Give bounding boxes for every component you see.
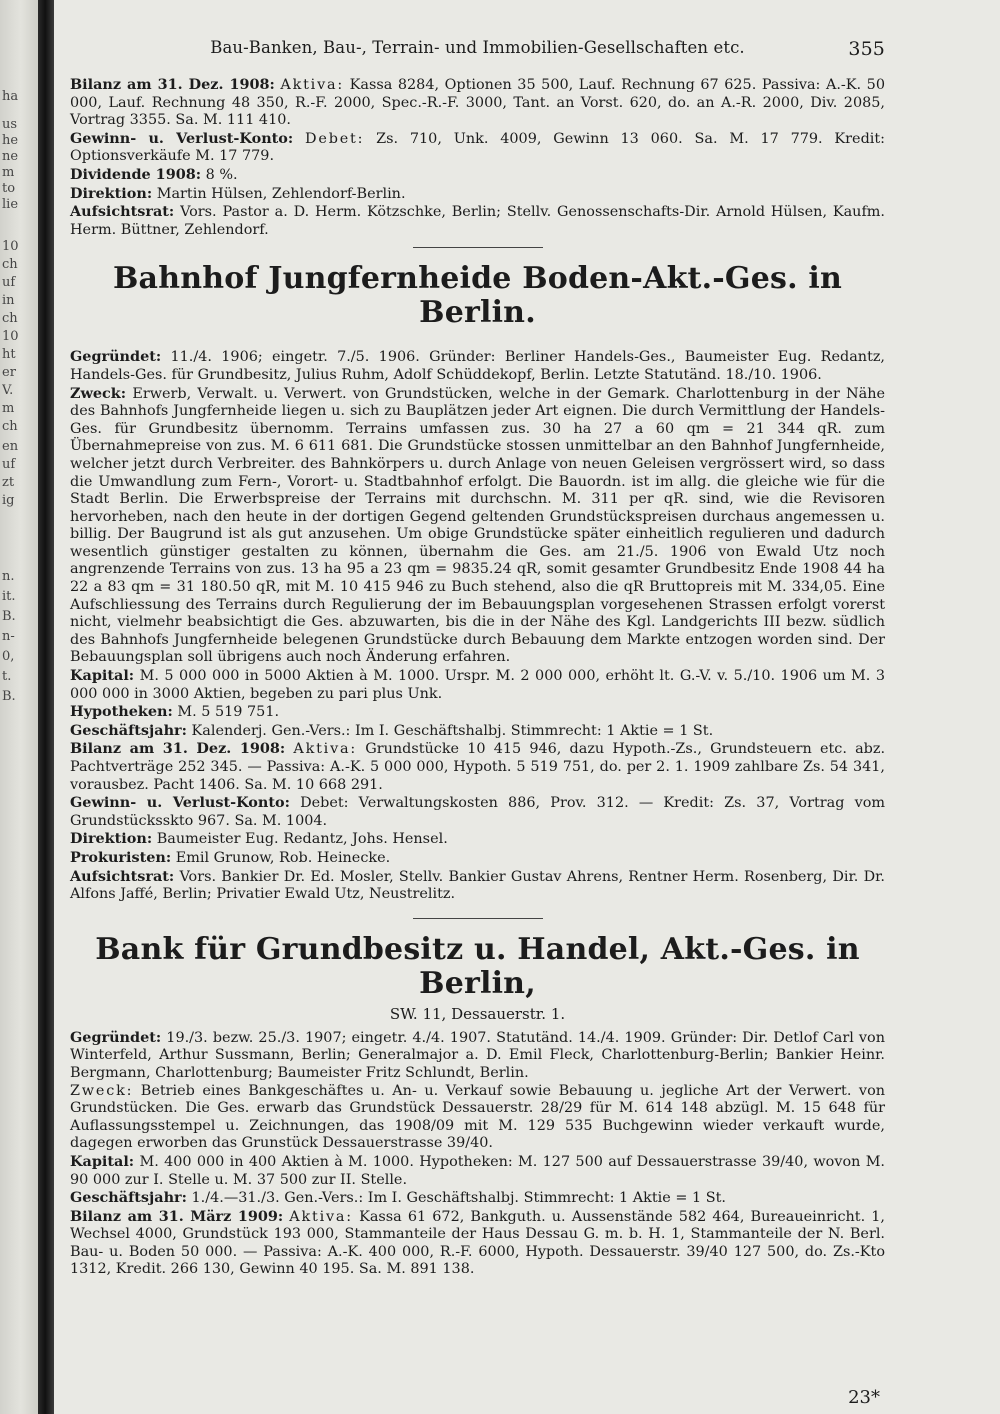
gutter-fragment: V. (2, 384, 14, 397)
entry-paragraph (70, 1189, 885, 1208)
gutter-fragment: 0, (2, 650, 15, 663)
gutter-fragment: er (2, 366, 16, 379)
spaced-keyword: Aktiva: (289, 1208, 353, 1225)
field-label: Geschäftsjahr: (70, 721, 187, 739)
company-address: SW. 11, Dessauerstr. 1. (389, 1004, 566, 1023)
field-label: Zweck: (70, 384, 127, 402)
entry-paragraph (70, 166, 885, 185)
field-label: Bilanz am 31. März 1909: (70, 1207, 284, 1225)
document-page (70, 38, 885, 1398)
field-text: 19./3. bezw. 25./3. 1907; eingetr. 4./4. 1907. Statutänd. 14./4. 1909. Gründer: Dir. Detlof Carl von Winterfeld, Arthur Sussmann, Berlin; Generalmajor a. D. Emil Fleck, Charlottenburg-Berlin; Bankier Heinr. Bergmann, Charlottenburg; Baumeister Fritz Schlundt, Berlin. (70, 1029, 885, 1081)
entry-paragraph (70, 203, 885, 239)
entry-paragraph (70, 703, 885, 722)
spaced-keyword: Aktiva: (293, 741, 358, 758)
spaced-keyword: Debet: (305, 130, 365, 147)
entry-paragraph (70, 130, 885, 166)
gutter-fragment: to (2, 182, 16, 195)
field-text: Vors. Pastor a. D. Herm. Kötzschke, Berlin; Stellv. Genossenschafts-Dir. Arnold Hülsen, Kaufm. Herm. Büttner, Zehlendorf. (70, 204, 885, 238)
section-divider (413, 918, 543, 919)
gutter-fragment: m (2, 402, 15, 415)
entry-paragraph (70, 76, 885, 130)
entry-paragraph (70, 185, 885, 204)
gutter-fragment: n. (2, 570, 15, 583)
field-text: Zs. 710, Unk. 4009, Gewinn 13 060. Sa. M. 17 779. Kredit: Optionsverkäufe M. 17 779. (70, 130, 886, 165)
entry-paragraph (70, 794, 885, 830)
entry-paragraph (70, 849, 885, 868)
field-label: Geschäftsjahr: (70, 1189, 187, 1207)
sheet-signature: 23* (848, 1387, 880, 1408)
gutter-fragment: ne (2, 150, 19, 163)
gutter-fragment: t. (2, 670, 12, 683)
page-number: 355 (848, 38, 885, 60)
field-label: Aufsichtsrat: (70, 203, 175, 221)
field-text: Erwerb, Verwalt. u. Verwert. von Grundstücken, welche in der Gemark. Charlottenburg in der Nähe des Bahnhofs Jungfernheide liegen u. sich zu Bauplätzen jeder Art eignen. Die durch Vermittlung der Handels-Ges. für Grundbesitz übernomm. Terrains umfassen zus. 30 ha 27 a 60 qm = 21 344 qR. zum Übernahmepreise von zus. M. 6 611 681. Die Grundstücke stossen unmittelbar an den Bahnhof Jungfernheide, welcher jetzt durch Verbreiter. des Bahnkörpers u. durch Anlage von neuen Geleisen vergrössert wird, so dass die Umwandlung zum Fern-, Vorort- u. Stadtbahnhof erfolgt. Die Bauordn. ist im allg. die gleiche wie für die Stadt Berlin. Die Erwerbspreise der Terrains mit durchschn. M. 311 per qR. sind, wie die Revisoren hervorheben, nach den heute in der dortigen Gegend geltenden Grundstückspreisen durchaus angemessen u. billig. Der Baugrund ist als gut anzusehen. Um obige Grundstücke später einheitlich regulieren und dadurch wesentlich günstiger gestalten zu können, übernahm die Ges. am 21./5. 1906 von Ewald Utz noch angrenzende Terrains von zus. 13 ha 95 a 23 qm = 9835.24 qR, somit gesamter Grundbesitz Ende 1908 44 ha 22 a 83 qm = 31 180.50 qR, mit M. 10 415 946 zu Buch stehend, also die qR Bruttopreis mit M. 334,05. Eine Aufschliessung des Terrains durch Regulierung der im Bebauungsplan vorgesehenen Strassen erfolgt vorerst nicht, vielmehr beabsichtigt die Ges. abzuwarten, bis die in der Nähe des Kgl. Landgerichts III bezw. südlich des Bahnhofs Jungfernheide belegenen Grundstücke durch Bebauung dem Markte entzogen worden sind. Der Bebauungsplan soll übrigens auch noch Änderung erfahren. (70, 385, 885, 666)
entry-paragraph (70, 1208, 885, 1279)
gutter-fragment: uf (2, 458, 16, 471)
entry-paragraph (70, 1029, 885, 1083)
gutter-fragment: n- (2, 630, 15, 643)
field-text: Debet: Verwaltungskosten 886, Prov. 312. — Kredit: Zs. 37, Vortrag vom Grundstücksskto 967. Sa. M. 1004. (70, 795, 886, 829)
previous-company-entry (70, 76, 885, 239)
gutter-fragment: ch (2, 258, 18, 271)
field-text: Grundstücke 10 415 946, dazu Hypoth.-Zs., Grundsteuern etc. abz. Pachtverträge 252 345. — Passiva: A.-K. 5 000 000, Hypoth. 5 519 751, do. per 2. 1. 1909 zahlbare Zs. 54 341, vorausbez. Pacht 1406. Sa. M. 10 668 291. (70, 741, 886, 793)
gutter-fragment: ch (2, 420, 18, 433)
field-text: Emil Grunow, Rob. Heinecke. (175, 849, 391, 866)
field-text: Betrieb eines Bankgeschäftes u. An- u. Verkauf sowie Bebauung u. jegliche Art der Verwert. von Grundstücken. Die Ges. erwarb das Grundstück Dessauerstr. 28/29 für M. 614 148 abzügl. M. 15 648 für Auflassungsstempel u. Zeichnungen, das 1908/09 mit M. 129 535 Buchgewinn wieder verkauft wurde, dagegen erworben das Grunstück Dessauerstrasse 39/40. (70, 1082, 885, 1152)
gutter-fragment: he (2, 134, 19, 147)
entry-paragraph (70, 722, 885, 741)
field-text: M. 400 000 in 400 Aktien à M. 1000. Hypotheken: M. 127 500 auf Dessauerstrasse 39/40, wovon M. 90 000 zur I. Stelle u. M. 37 500 zur II. Stelle. (70, 1153, 885, 1188)
field-text: Vors. Bankier Dr. Ed. Mosler, Stellv. Bankier Gustav Ahrens, Rentner Herm. Rosenberg, Dir. Dr. Alfons Jaffé, Berlin; Privatier Ewald Utz, Neustrelitz. (70, 868, 885, 903)
spaced-keyword: Zweck: (70, 1082, 134, 1099)
company-title-jungfernheide: Bahnhof Jungfernheide Boden-Akt.-Ges. in Berlin. (113, 261, 842, 331)
spaced-keyword: Aktiva: (280, 77, 345, 93)
field-label: Aufsichtsrat: (70, 867, 175, 885)
field-text: Kalenderj. Gen.-Vers.: Im I. Geschäftshalbj. Stimmrecht: 1 Aktie = 1 St. (191, 722, 714, 739)
gutter-fragment: 10 (2, 330, 19, 343)
field-text: Kassa 8284, Optionen 35 500, Lauf. Rechnung 67 625. Passiva: A.-K. 50 000, Lauf. Rechnung 48 350, R.-F. 2000, Spec.-R.-F. 3000, Tant. an Vorst. 620, do. an A.-R. 2000, Div. 2085, Vortrag 3355. Sa. M. 111 410. (70, 77, 885, 129)
field-text: 11./4. 1906; eingetr. 7./5. 1906. Gründer: Berliner Handels-Ges., Baumeister Eug. Redantz, Handels-Ges. für Grundbesitz, Julius Ruhm, Adolf Schüddekopf, Berlin. Letzte Statutänd. 18./10. 1906. (70, 349, 886, 383)
gutter-fragment: ig (2, 494, 15, 507)
entry-paragraph (70, 740, 885, 794)
field-text: M. 5 000 000 in 5000 Aktien à M. 1000. Urspr. M. 2 000 000, erhöht lt. G.-V. v. 5./10. 1906 um M. 3 000 000 in 3000 Aktien, begeben zu pari plus Unk. (70, 668, 885, 702)
field-text: Kassa 61 672, Bankguth. u. Aussenstände 582 464, Bureaueinricht. 1, Wechsel 4000, Grundstück 193 000, Stammanteile der Haus Dessau G. m. b. H. 1, Stammanteile der N. Berl. Bau- u. Boden 50 000. — Passiva: A.-K. 400 000, R.-F. 6000, Hypoth. Dessauerstr. 39/40 127 500, do. Zs.-Kto 1312, Kredit. 266 130, Gewinn 40 195. Sa. M. 891 138. (70, 1208, 885, 1278)
entry-paragraph (70, 1083, 885, 1153)
field-text: 1./4.—31./3. Gen.-Vers.: Im I. Geschäftshalbj. Stimmrecht: 1 Aktie = 1 St. (191, 1190, 726, 1207)
field-label: Gewinn- u. Verlust-Konto: (70, 129, 294, 147)
gutter-fragment: in (2, 294, 15, 307)
field-label: Bilanz am 31. Dez. 1908: (70, 76, 275, 93)
entry-paragraph (70, 868, 885, 904)
gutter-fragment: uf (2, 276, 16, 289)
company-title-grundbesitz-handel: Bank für Grundbesitz u. Handel, Akt.-Ges. in Berlin, (95, 931, 860, 1001)
gutter-fragment: ha (2, 90, 19, 103)
gutter-fragment: B. (2, 690, 16, 703)
gutter-fragment: us (2, 118, 18, 131)
field-label: Gegründet: (70, 348, 162, 366)
field-label: Gewinn- u. Verlust-Konto: (70, 794, 290, 812)
gutter-fragment: lie (2, 198, 19, 211)
field-text: Baumeister Eug. Redantz, Johs. Hensel. (156, 831, 448, 848)
book-spine-shadow (38, 0, 54, 1414)
running-header-title: Bau-Banken, Bau-, Terrain- und Immobilien-Gesellschaften etc. (210, 38, 745, 57)
company-entry-jungfernheide (70, 348, 885, 903)
running-header (70, 38, 885, 66)
field-label: Dividende 1908: (70, 165, 202, 183)
gutter-fragment: 10 (2, 240, 19, 253)
entry-paragraph (70, 1153, 885, 1189)
gutter-fragment: ht (2, 348, 16, 361)
company-entry-grundbesitz-handel (70, 1029, 885, 1279)
gutter-fragment: en (2, 440, 19, 453)
adjacent-page-margin (0, 0, 38, 1414)
field-label: Prokuristen: (70, 848, 172, 866)
field-label: Bilanz am 31. Dez. 1908: (70, 740, 286, 758)
field-text: 8 %. (205, 166, 238, 183)
gutter-fragment: ch (2, 312, 18, 325)
field-text: M. 5 519 751. (177, 704, 280, 721)
entry-paragraph (70, 348, 885, 384)
entry-paragraph (70, 385, 885, 668)
gutter-fragment: m (2, 166, 15, 179)
field-label: Kapital: (70, 1152, 135, 1170)
gutter-fragment: zt (2, 476, 15, 489)
entry-paragraph (70, 667, 885, 703)
entry-paragraph (70, 830, 885, 849)
field-label: Hypotheken: (70, 703, 173, 721)
gutter-fragment: B. (2, 610, 16, 623)
field-label: Gegründet: (70, 1028, 162, 1046)
field-label: Kapital: (70, 667, 135, 685)
gutter-fragment: it. (2, 590, 16, 603)
field-label: Direktion: (70, 184, 153, 202)
field-label: Direktion: (70, 830, 153, 848)
field-text: Martin Hülsen, Zehlendorf-Berlin. (156, 185, 406, 202)
section-divider (413, 247, 543, 248)
